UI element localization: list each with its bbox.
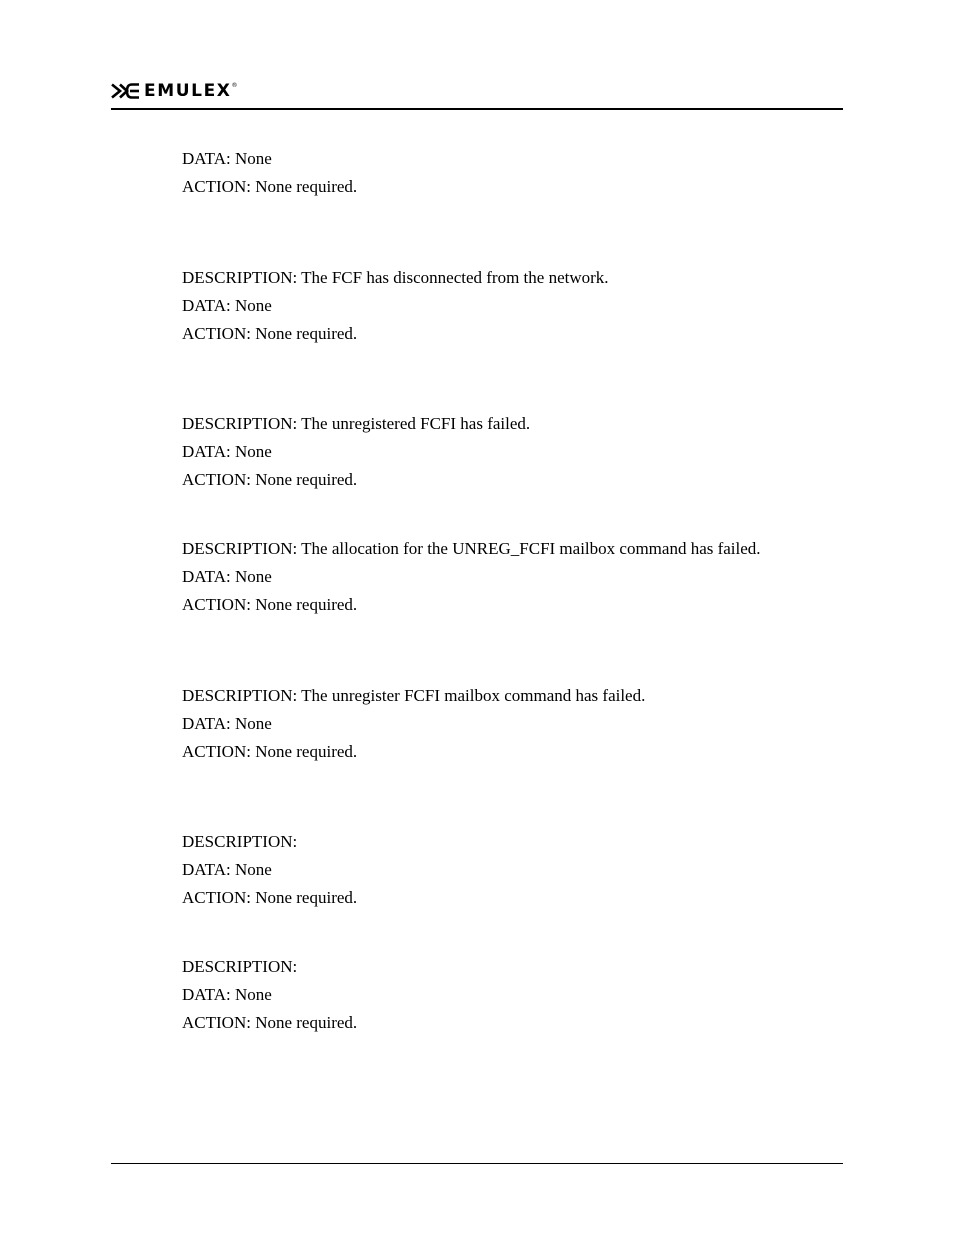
- logo-wordmark: EMULEX: [144, 81, 232, 101]
- entry-description: DESCRIPTION:: [182, 832, 298, 851]
- entry-action: ACTION: None required.: [182, 324, 358, 343]
- entry-data: DATA: None: [182, 714, 272, 733]
- trademark-mark: ®: [231, 82, 238, 89]
- page-header: [111, 78, 843, 110]
- entry-description: DESCRIPTION: The FCF has disconnected from the network.: [182, 268, 609, 287]
- entry-description: DESCRIPTION:: [182, 957, 298, 976]
- entry-action: ACTION: None required.: [182, 888, 358, 907]
- entry-action: ACTION: None required.: [182, 595, 358, 614]
- entry-action: ACTION: None required.: [182, 742, 358, 761]
- header-divider: [111, 108, 843, 110]
- entry-data: DATA: None: [182, 296, 272, 315]
- entry-data: DATA: None: [182, 149, 272, 168]
- entry-action: ACTION: None required.: [182, 177, 358, 196]
- entry-data: DATA: None: [182, 567, 272, 586]
- footer-divider: [111, 1163, 843, 1164]
- entry-data: DATA: None: [182, 985, 272, 1004]
- entry-description: DESCRIPTION: The unregistered FCFI has failed.: [182, 414, 531, 433]
- entry-description: DESCRIPTION: The allocation for the UNREG_FCFI mailbox command has failed.: [182, 539, 761, 558]
- entry-action: ACTION: None required.: [182, 470, 358, 489]
- entry-description: DESCRIPTION: The unregister FCFI mailbox command has failed.: [182, 686, 646, 705]
- entry-data: DATA: None: [182, 442, 272, 461]
- entry-data: DATA: None: [182, 860, 272, 879]
- emulex-logo: [111, 81, 238, 101]
- emulex-mark-icon: [111, 83, 141, 99]
- entry-action: ACTION: None required.: [182, 1013, 358, 1032]
